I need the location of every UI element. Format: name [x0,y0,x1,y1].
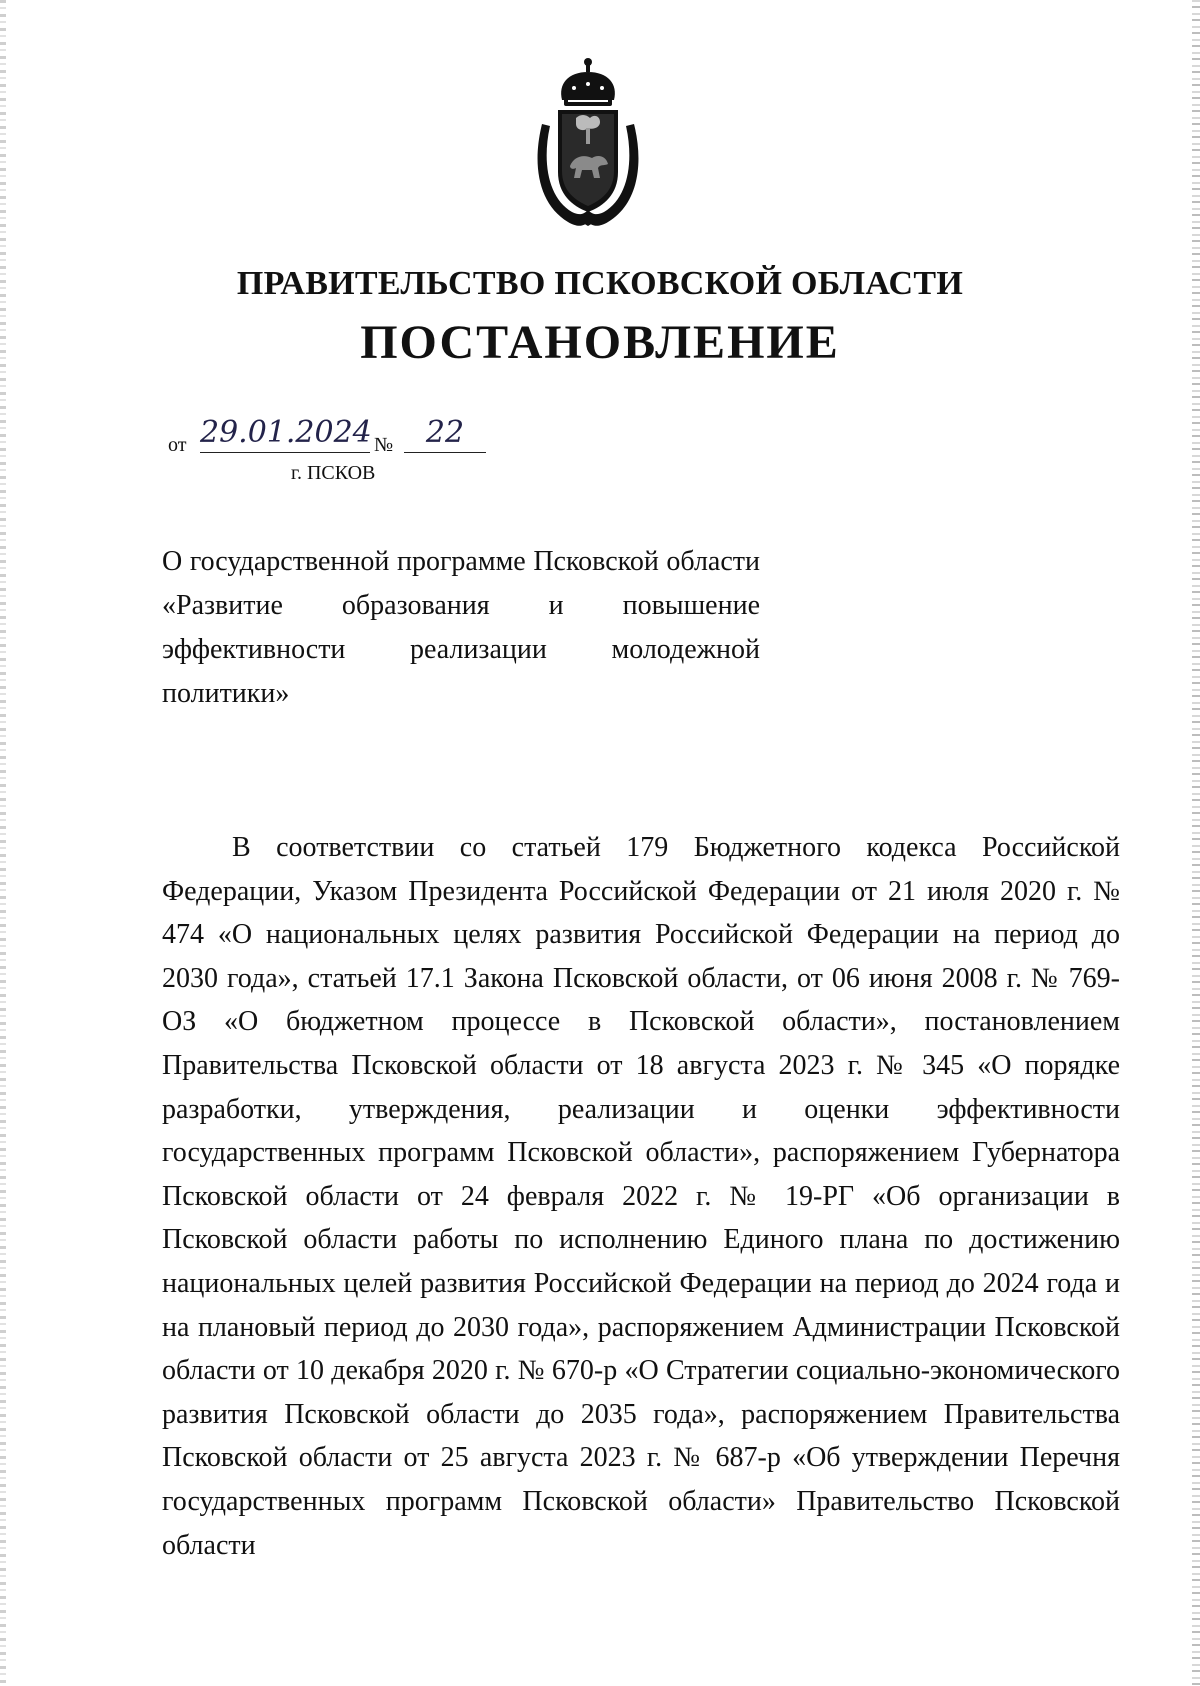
coat-of-arms-icon [528,54,648,234]
date-prefix: от [168,434,187,456]
document-subject: О государственной программе Псковской области «Развитие образования и повышение эффективности реализации молодежной политики» [162,546,760,709]
date-number-line [168,415,548,458]
body-paragraph: В соответствии со статьей 179 Бюджетного кодекса Российской Федерации, Указом Президента Российской Федерации от 21 июля 2020 г. № 474 «О национальных целях развития Российской Федерации на период до 2030 года», статьей 17.1 Закона Псковской области, от 06 июня 2008 г. № 769-ОЗ «О бюджетном процессе в Псковской области», постановлением Правительства Псковской области от 18 августа 2023 г. № 345 «О порядке разработки, утверждения, реализации и оценки эффективности государственных программ Псковской области», распоряжением Губернатора Псковской области от 24 февраля 2022 г. № 19-РГ «Об организации в Псковской области работы по исполнению Единого плана по достижению национальных целей развития Российской Федерации на период до 2024 года и на плановый период до 2030 года», распоряжением Администрации Псковской области от 10 декабря 2020 г. № 670-р «О Стратегии социально-экономического развития Псковской области до 2035 года», распоряжением Правительства Псковской области от 25 августа 2023 г. № 687-р «Об утверждении Перечня государственных программ Псковской области» Правительство Псковской области [162,832,1120,1561]
scan-edge-left [0,0,6,1686]
number-sign: № [374,434,394,456]
document-type-title: ПОСТАНОВЛЕНИЕ [360,316,840,369]
city-label: г. ПСКОВ [291,462,376,484]
organization-title: ПРАВИТЕЛЬСТВО ПСКОВСКОЙ ОБЛАСТИ [236,265,964,302]
handwritten-number: 22 [404,416,486,453]
scan-edge-right [1192,0,1200,1686]
handwritten-date: 29.01.2024 [200,416,370,453]
